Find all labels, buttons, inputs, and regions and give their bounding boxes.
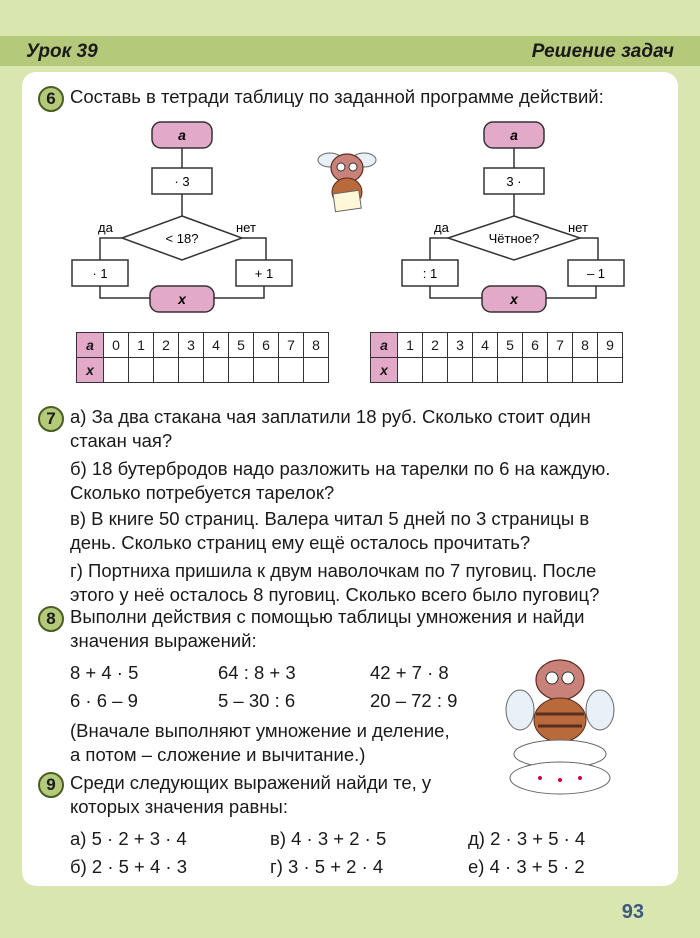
expression: 64 : 8 + 3 (218, 662, 296, 683)
empty-cell (498, 358, 523, 383)
start-label: a (510, 127, 518, 143)
empty-cell (523, 358, 548, 383)
empty-cell (473, 358, 498, 383)
row-header: a (371, 333, 398, 358)
task-7a-line1: а) За два стакана чая заплатили 18 руб. Сколько стоит один (70, 406, 591, 427)
header-bar (0, 36, 700, 66)
yes-label: да (98, 220, 113, 235)
task-6-number: 6 (38, 86, 64, 112)
table-cell: 6 (254, 333, 279, 358)
right-value-table (370, 332, 623, 383)
topic-title: Решение задач (531, 41, 674, 62)
row-header: x (77, 358, 104, 383)
task-7c-line2: день. Сколько страниц ему ещё осталось прочитать? (70, 532, 531, 553)
empty-cell (229, 358, 254, 383)
end-label: x (510, 291, 518, 307)
expression: г) 3 · 5 + 2 · 4 (270, 856, 384, 877)
table-cell: 5 (498, 333, 523, 358)
start-label: a (178, 127, 186, 143)
lesson-title: Урок 39 (26, 41, 98, 62)
task-6-text: Составь в тетради таблицу по заданной программе действий: (70, 86, 604, 107)
page-number: 93 (621, 901, 644, 923)
table-row-x (371, 358, 623, 383)
task-7d-line2: этого у неё осталось 8 пуговиц. Сколько всего было пуговиц? (70, 584, 600, 605)
expression: 6 · 6 – 9 (70, 690, 138, 711)
table-cell: 2 (154, 333, 179, 358)
table-row-a (77, 333, 329, 358)
no-label: нет (236, 220, 256, 235)
bee-on-pillows-illustration (500, 650, 620, 800)
yes-op-label: · 1 (92, 266, 108, 281)
expression: а) 5 · 2 + 3 · 4 (70, 828, 187, 849)
empty-cell (598, 358, 623, 383)
task-9-number: 9 (38, 772, 64, 798)
op-label: · 3 (174, 174, 190, 189)
row-header: a (77, 333, 104, 358)
left-flowchart (60, 118, 300, 318)
expression: 5 – 30 : 6 (218, 690, 296, 711)
empty-cell (304, 358, 329, 383)
empty-cell (279, 358, 304, 383)
left-value-table (76, 332, 329, 383)
table-cell: 1 (129, 333, 154, 358)
task-8-note-line2: а потом – сложение и вычитание.) (70, 744, 366, 765)
op-label: 3 · (506, 174, 522, 189)
empty-cell (423, 358, 448, 383)
expression: 20 – 72 : 9 (370, 690, 458, 711)
table-cell: 0 (104, 333, 129, 358)
empty-cell (573, 358, 598, 383)
empty-cell (448, 358, 473, 383)
task-8-number: 8 (38, 606, 64, 632)
task-7b-line2: Сколько потребуется тарелок? (70, 482, 335, 503)
table-cell: 9 (598, 333, 623, 358)
table-cell: 8 (304, 333, 329, 358)
no-op-label: + 1 (254, 266, 274, 281)
no-label: нет (568, 220, 588, 235)
empty-cell (548, 358, 573, 383)
yes-label: да (434, 220, 449, 235)
task-8-line2: значения выражений: (70, 630, 257, 651)
empty-cell (398, 358, 423, 383)
task-8-line1: Выполни действия с помощью таблицы умножения и найди (70, 606, 585, 627)
table-cell: 7 (548, 333, 573, 358)
table-cell: 7 (279, 333, 304, 358)
expression: б) 2 · 5 + 4 · 3 (70, 856, 188, 877)
end-label: x (178, 291, 186, 307)
empty-cell (129, 358, 154, 383)
table-row-a (371, 333, 623, 358)
task-7a-line2: стакан чая? (70, 430, 173, 451)
table-cell: 1 (398, 333, 423, 358)
task-7-number: 7 (38, 406, 64, 432)
right-flowchart (392, 118, 632, 318)
table-cell: 4 (473, 333, 498, 358)
table-cell: 2 (423, 333, 448, 358)
row-header: x (371, 358, 398, 383)
empty-cell (154, 358, 179, 383)
expression: в) 4 · 3 + 2 · 5 (270, 828, 387, 849)
bee-reading-illustration (312, 140, 382, 220)
condition-label: Чётное? (488, 231, 540, 246)
table-cell: 3 (179, 333, 204, 358)
expression: е) 4 · 3 + 5 · 2 (468, 856, 585, 877)
empty-cell (204, 358, 229, 383)
task-7b-line1: б) 18 бутербродов надо разложить на тарелки по 6 на каждую. (70, 458, 611, 479)
condition-label: < 18? (165, 231, 199, 246)
empty-cell (104, 358, 129, 383)
task-7c-line1: в) В книге 50 страниц. Валера читал 5 дней по 3 страницы в (70, 508, 590, 529)
table-cell: 4 (204, 333, 229, 358)
expression: д) 2 · 3 + 5 · 4 (468, 828, 586, 849)
table-row-x (77, 358, 329, 383)
task-9-line2: которых значения равны: (70, 796, 288, 817)
expression: 42 + 7 · 8 (370, 662, 449, 683)
no-op-label: – 1 (586, 266, 606, 281)
empty-cell (254, 358, 279, 383)
empty-cell (179, 358, 204, 383)
expression: 8 + 4 · 5 (70, 662, 139, 683)
yes-op-label: : 1 (422, 266, 438, 281)
table-cell: 5 (229, 333, 254, 358)
table-cell: 3 (448, 333, 473, 358)
table-cell: 8 (573, 333, 598, 358)
task-9-line1: Среди следующих выражений найди те, у (70, 772, 432, 793)
task-8-note-line1: (Вначале выполняют умножение и деление, (70, 720, 450, 741)
table-cell: 6 (523, 333, 548, 358)
task-7d-line1: г) Портниха пришила к двум наволочкам по 7 пуговиц. После (70, 560, 597, 581)
